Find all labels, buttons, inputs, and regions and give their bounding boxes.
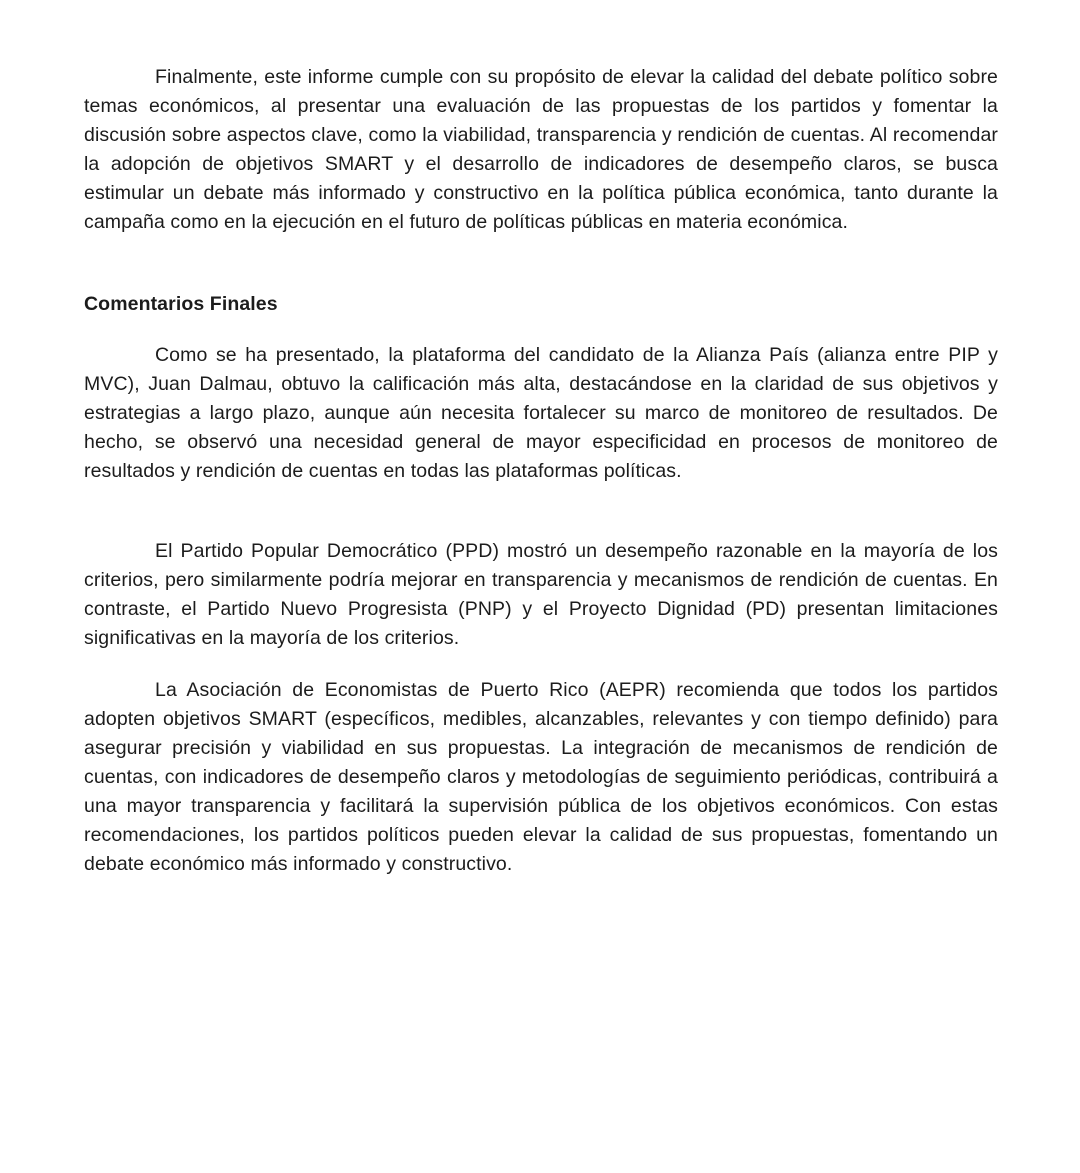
- section-heading: Comentarios Finales: [84, 293, 278, 315]
- paragraph-alianza-pais: Como se ha presentado, la plataforma del candidato de la Alianza País (alianza entre PIP y MVC), Juan Dalmau, obtuvo la calificación más alta, destacándose en la claridad de sus objetivos y estrategias a largo plazo, aunque aún necesita fortalecer su marco de monitoreo de resultados. De hecho, se observó una necesidad general de mayor especificidad en procesos de monitoreo de resultados y rendición de cuentas en todas las plataformas políticas.: [84, 344, 998, 482]
- paragraph-conclusion: Finalmente, este informe cumple con su propósito de elevar la calidad del debate político sobre temas económicos, al presentar una evaluación de las propuestas de los partidos y fomentar la discusión sobre aspectos clave, como la viabilidad, transparencia y rendición de cuentas. Al recomendar la adopción de objetivos SMART y el desarrollo de indicadores de desempeño claros, se busca estimular un debate más informado y constructivo en la política pública económica, tanto durante la campaña como en la ejecución en el futuro de políticas públicas en materia económica.: [84, 66, 998, 233]
- paragraph-ppd-pnp-pd: El Partido Popular Democrático (PPD) mostró un desempeño razonable en la mayoría de los criterios, pero similarmente podría mejorar en transparencia y mecanismos de rendición de cuentas. En contraste, el Partido Nuevo Progresista (PNP) y el Proyecto Dignidad (PD) presentan limitaciones significativas en la mayoría de los criterios.: [84, 540, 998, 649]
- paragraph-aepr-recommendation: La Asociación de Economistas de Puerto Rico (AEPR) recomienda que todos los partidos adopten objetivos SMART (específicos, medibles, alcanzables, relevantes y con tiempo definido) para asegurar precisión y viabilidad en sus propuestas. La integración de mecanismos de rendición de cuentas, con indicadores de desempeño claros y metodologías de seguimiento periódicas, contribuirá a una mayor transparencia y facilitará la supervisión pública de los objetivos económicos. Con estas recomendaciones, los partidos políticos pueden elevar la calidad de sus propuestas, fomentando un debate económico más informado y constructivo.: [84, 679, 998, 875]
